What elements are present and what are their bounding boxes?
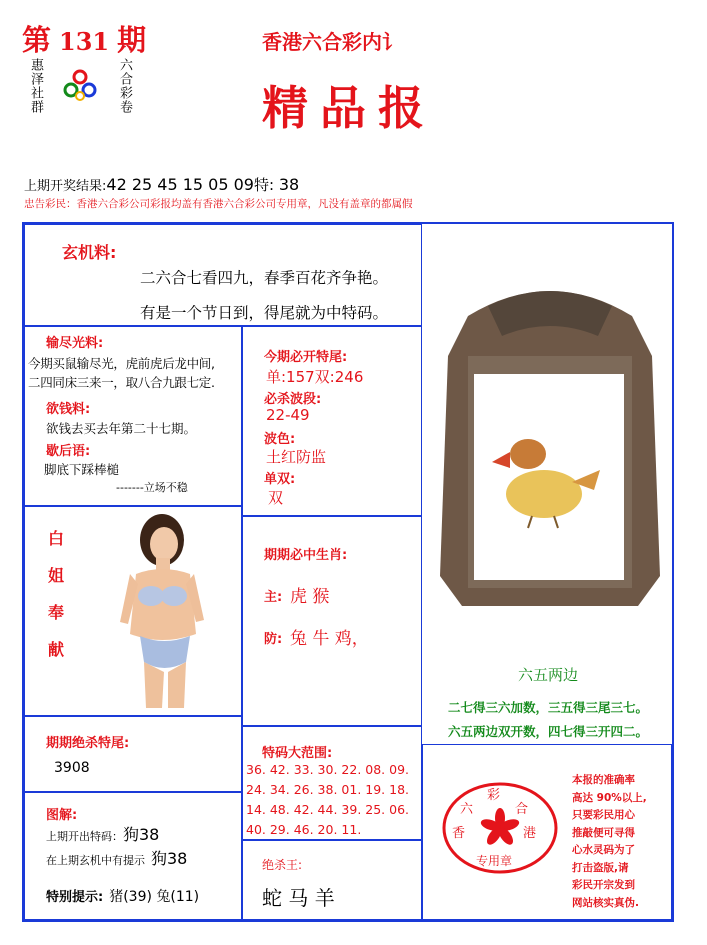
jueshawang-value: 蛇 马 羊 xyxy=(262,886,335,910)
xuanji-line2: 有是一个节日到，得尾就为中特码。 xyxy=(140,304,389,322)
shengxiao-main-value: 虎 猴 xyxy=(290,587,330,607)
bixuan-label: 今期必开特尾: xyxy=(264,350,348,365)
range-line2: 24. 34. 26. 38. 01. 19. 18. xyxy=(246,782,409,797)
bosha-value: 22-49 xyxy=(266,406,310,424)
xuanji-line1: 二六合七看四九，春季百花齐争艳。 xyxy=(140,269,389,287)
title-top: 香港六合彩内讠 xyxy=(262,30,402,54)
danshuang-value: 双 xyxy=(268,489,284,507)
juesha-value: 3908 xyxy=(54,760,90,776)
shengxiao-main-label: 主: xyxy=(264,590,283,605)
bose-value: 土红防监 xyxy=(266,448,327,466)
bose-label: 波色: xyxy=(264,432,296,447)
model-photo xyxy=(106,512,216,708)
yuqian-text: 欲钱去买去年第二十七期。 xyxy=(46,421,197,436)
range-label: 特码大范围: xyxy=(262,746,333,761)
shengxiao-fang-label: 防: xyxy=(264,632,283,647)
title-big: 精品报 xyxy=(262,81,436,135)
xuanji-label: 玄机料: xyxy=(62,243,117,262)
bixuan-value: 单:157双:246 xyxy=(266,368,364,386)
juesha-box xyxy=(24,716,242,792)
shujin-line1: 今期买鼠输尽光，虎前虎后龙中间, xyxy=(28,356,215,371)
range-line1: 36. 42. 33. 30. 22. 08. 09. xyxy=(246,762,409,777)
tujie-line1: 上期开出特码：狗38 xyxy=(46,825,160,844)
tujie-tip: 特别提示: 猪(39) 兔(11) xyxy=(46,889,200,905)
jueshawang-label: 绝杀王: xyxy=(262,858,303,872)
painting-caption: 六五两边 xyxy=(518,666,579,684)
stamp-bottom: 专用章 xyxy=(476,854,513,868)
stamp-char-5: 港 xyxy=(523,826,537,841)
stamp-char-3: 合 xyxy=(515,802,529,817)
shengxiao-label: 期期必中生肖: xyxy=(264,548,348,563)
painting-poem1: 二七得三六加数，三五得三尾三七。 xyxy=(448,700,649,715)
right-vertical-label: 六合彩卷 xyxy=(117,58,132,114)
tujie-line2: 在上期玄机中有提示 狗38 xyxy=(46,849,188,868)
yuqian-label: 欲钱料: xyxy=(46,402,91,417)
range-line4: 40. 29. 46. 20. 11. xyxy=(246,822,362,837)
xiehouyu-author: -------立场不稳 xyxy=(116,481,188,494)
stamp-char-4: 香 xyxy=(452,826,466,841)
baijie-vertical: 白姐奉献 xyxy=(48,529,65,659)
juesha-label: 期期绝杀特尾: xyxy=(46,736,130,751)
accuracy-note: 本报的准确率 高达 90%以上, 只要彩民用心 推敲便可寻得 心水灵码为了 打击盗版,请 彩民开宗发到 网站核实真伪. xyxy=(572,774,647,909)
issue-label: 第 131 期 xyxy=(22,23,147,57)
logo-icon xyxy=(62,68,98,104)
shujin-label: 输尽光料: xyxy=(46,336,104,351)
shengxiao-fang-value: 兔 牛 鸡， xyxy=(290,629,369,649)
left-vertical-label: 惠泽社群 xyxy=(28,58,43,114)
tujie-label: 图解: xyxy=(46,808,78,823)
xiehouyu-label: 歇后语: xyxy=(46,444,91,459)
shujin-line2: 二四同床三来一，取八合九跟七定. xyxy=(28,375,215,390)
danshuang-label: 单双: xyxy=(264,472,296,487)
bosha-label: 必杀波段: xyxy=(264,392,322,407)
painting-image xyxy=(428,276,672,616)
notice-text: 忠告彩民：香港六合彩公司彩报均盖有香港六合彩公司专用章，凡没有盖章的都属假 xyxy=(24,198,413,210)
range-line3: 14. 48. 42. 44. 39. 25. 06. xyxy=(246,802,409,817)
painting-poem2: 六五两边双开数，四七得三开四二。 xyxy=(448,724,649,739)
xiehouyu-text: 脚底下踩棒槌 xyxy=(44,462,120,477)
last-results: 上期开奖结果:42 25 45 15 05 09特: 38 xyxy=(24,175,300,194)
stamp-char-1: 六 xyxy=(460,802,474,817)
stamp-char-2: 彩 xyxy=(487,788,501,803)
